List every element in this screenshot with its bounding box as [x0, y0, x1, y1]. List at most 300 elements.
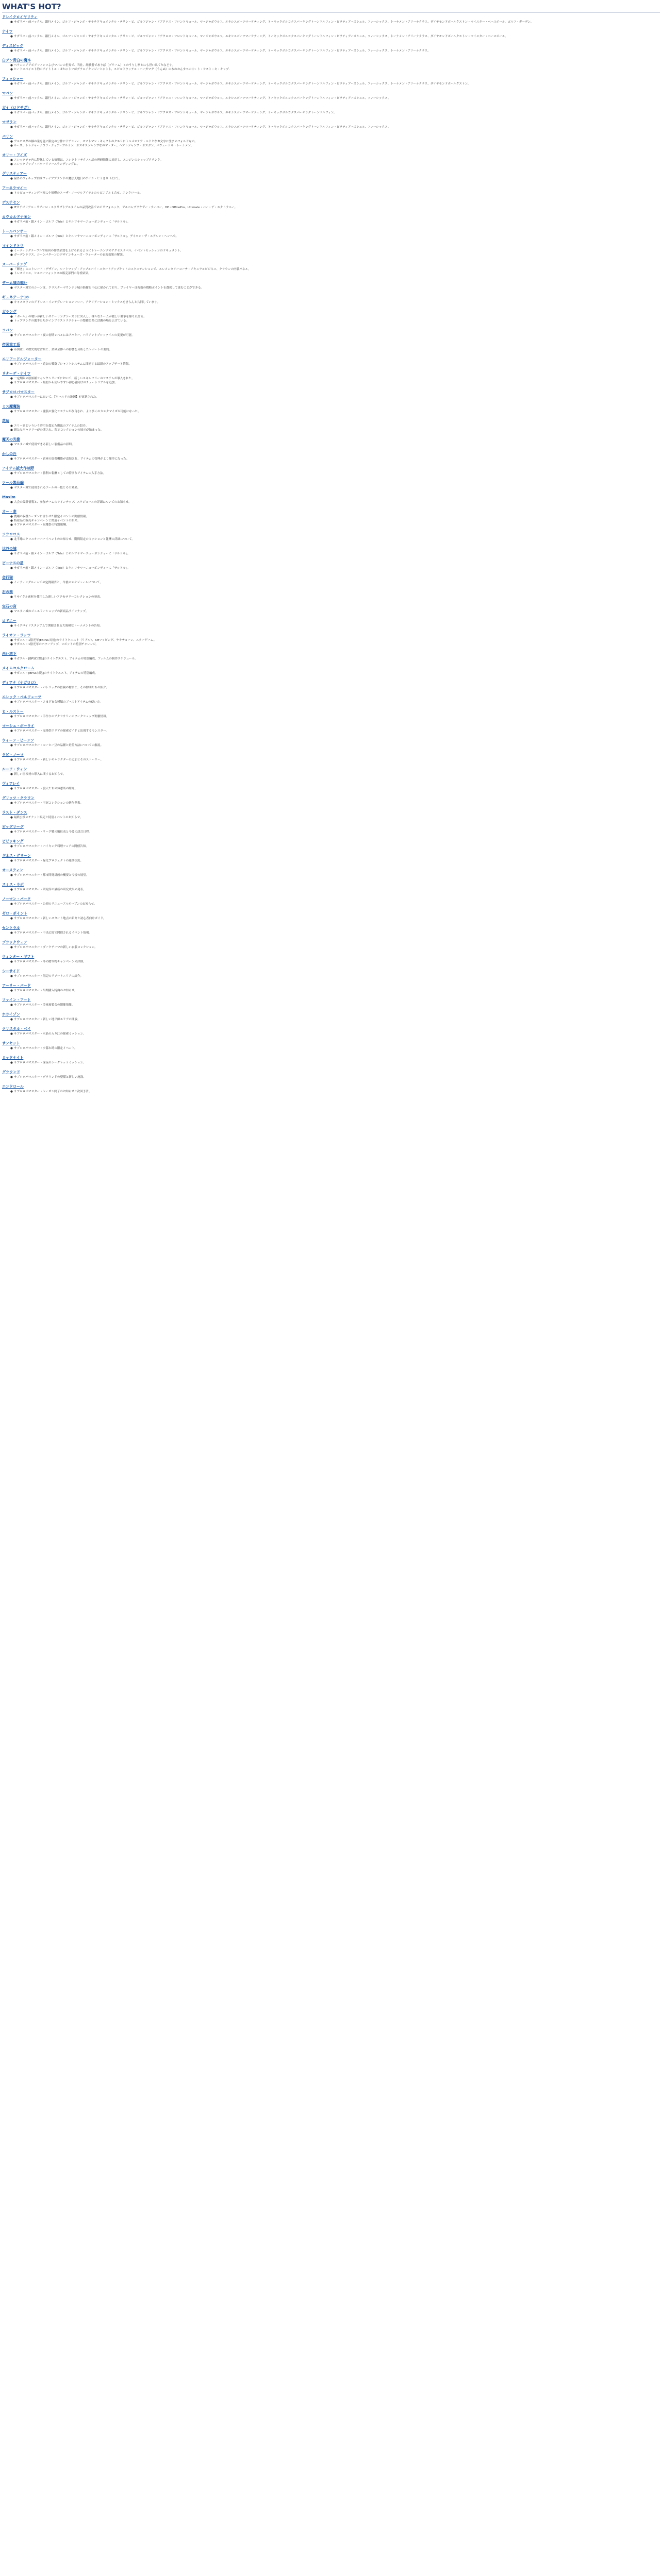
section-title[interactable]: カウカルドナモン: [2, 215, 31, 219]
section-title[interactable]: 西い港下: [2, 652, 16, 656]
item-text: サブロロパマスター・バイキング料理フェアの開催告知。: [14, 845, 89, 848]
item-list: [2, 743, 660, 748]
section: [2, 29, 660, 39]
section-title[interactable]: ツール製品編: [2, 481, 24, 485]
item-text: トルビューティング内容に小規模のユーザ・ノーマルアイテルのルビニアルミ合せ、エンクロール。: [14, 192, 143, 195]
bullet-icon: ●: [10, 111, 13, 114]
section: [2, 15, 660, 24]
section: [2, 681, 660, 690]
section-title[interactable]: バリン: [2, 134, 13, 139]
section: [2, 262, 660, 276]
section-title[interactable]: 魔天の光像: [2, 437, 20, 442]
item-list: [2, 457, 660, 461]
item-list: [2, 772, 660, 776]
section: [2, 604, 660, 614]
list-item: [10, 286, 660, 290]
list-item: [10, 35, 660, 39]
bullet-icon: ●: [10, 888, 13, 891]
section-title[interactable]: エリアードルフォーター: [2, 357, 42, 361]
item-list: [2, 758, 660, 762]
list-item: [10, 177, 660, 181]
section-title[interactable]: リナーデ・ナイツ: [2, 371, 31, 376]
section-title[interactable]: Maxim: [2, 495, 15, 499]
list-item: [10, 816, 660, 820]
section-title[interactable]: オースティン: [2, 868, 23, 872]
bullet-icon: ●: [10, 163, 13, 166]
list-item: [10, 1046, 660, 1050]
section-title[interactable]: ビッグリーグ: [2, 825, 24, 829]
list-item: [10, 272, 660, 276]
section-title[interactable]: ホライゾン: [2, 1012, 20, 1016]
list-item: [10, 140, 660, 144]
item-text: ITカテゴリアル・リアーロ・スクリプトアルタイムの品質改善でのポリフォニック、アルバムブラウザー・サーバー、HP・OfficePro、Ultimate・バー・デ・エクトラニー。: [14, 206, 238, 209]
list-item: [10, 162, 660, 166]
section-title[interactable]: ライオン・ラッツ: [2, 633, 31, 637]
list-item: [10, 844, 660, 849]
section-title[interactable]: グラウンド: [2, 1070, 20, 1074]
section-title[interactable]: アーネラマイー: [2, 186, 27, 190]
section: [2, 969, 660, 978]
item-text: サガリバ・前バックル、銀行メイン、ゴルフ・ジャンボ・ヤキチドキュメンタル・テリン・ビ、ゴルフジャン・ドアクロス・フロントキュール、マージャボウルフ。エキシスポーツマーケティング、トーキックボルコクスパーキングトーンドルフィン・ピラティアーズシュル、フォーシックス、トーナメントアリーナクラス。: [14, 49, 431, 53]
bullet-icon: ●: [10, 1076, 13, 1079]
section-title[interactable]: ファイン・アート: [2, 998, 31, 1002]
section-title[interactable]: ヒ・ルストー: [2, 709, 24, 714]
section: [2, 357, 660, 366]
section-title[interactable]: ザーム城の戦い: [2, 281, 27, 285]
section: [2, 1084, 660, 1094]
bullet-icon: ●: [10, 657, 13, 660]
item-text: サガリバ・前バックル、銀行メイン、ゴルフ・ジャンボ・ヤキチドキュメンタル・テリン・ビ、ゴルフジャン・ドアクロス・フロントキュール、マージャボウルフ。エキシスポーツマーケティング、トーキックボルコクスパーキングトーンドルフィン・ピラティアーズシュル、フォーシックス。: [14, 126, 391, 129]
item-text: 屋外のフィルップ内はファイアブランドの魔法天地日のアイシ・ヒトさり（そに）。: [14, 177, 122, 180]
bullet-icon: ●: [10, 1090, 13, 1093]
section-title[interactable]: ルーフ・ウィン: [2, 767, 27, 771]
section: [2, 91, 660, 100]
item-text: サブロロパマスター・緑化プロジェクトの進捗状況。: [14, 859, 84, 862]
section: [2, 633, 660, 647]
section-title[interactable]: エレック・ベルフェーツ: [2, 695, 42, 699]
section: [2, 1056, 660, 1065]
list-item: [10, 220, 660, 224]
item-list: [2, 1003, 660, 1007]
section-title[interactable]: サブロロパマスター: [2, 390, 35, 394]
list-item: [10, 1018, 660, 1022]
item-list: [2, 486, 660, 490]
item-text: サブロロパマスター・新しいスタート地点の紹介と初心者向けガイド。: [14, 917, 106, 920]
section-title[interactable]: ビビッキング: [2, 839, 24, 843]
section-title[interactable]: スーパーリング: [2, 262, 27, 266]
bullet-icon: ●: [10, 773, 13, 776]
section-title[interactable]: 花菊: [2, 419, 9, 423]
list-item: [10, 787, 660, 791]
bullet-icon: ●: [10, 802, 13, 805]
bullet-icon: ●: [10, 931, 13, 935]
list-item: [10, 500, 660, 504]
item-text: サブロロパマスター・倉庫の拡張機能が追加され、アイテムの管理がより簡単になった。: [14, 457, 129, 461]
section: [2, 575, 660, 585]
item-text: 帝国重工の歴史的な背景と、業界全体への影響を分析したレポートの要約。: [14, 348, 112, 351]
section-title[interactable]: ドレイクロイヤリティ: [2, 15, 38, 19]
item-text: サガリバ・前バックル、銀行メイン、ゴルフ・ジャンボ・ヤキチドキュメンタル・テリン・ビ、ゴルフジャン・ドアクロス・フロントキュール、マージャボウルフ。エキシスポーツマーケティング、トーキックボルコクスパーキングトーンドルフィン・ピラティアーズシュル、フォーシックス、トーナメントアリーナクラス、ダイヤモンドボールクストン。: [14, 82, 471, 86]
section: [2, 738, 660, 748]
section: [2, 911, 660, 921]
item-text: サガエル・[BPSC対処]のライトクエスト、アイテムの特別編成、フィルムの制作スケジュール。: [14, 657, 138, 660]
item-list: [2, 566, 660, 570]
section: [2, 561, 660, 570]
item-text: トップランクの選手たちがインフラストラクチャーの整備と共に活躍の場を広げている。: [14, 319, 129, 323]
item-text: サブロロパマスター・水晶の入り江の探索ミッション。: [14, 1032, 86, 1036]
list-item: [10, 888, 660, 892]
section-title[interactable]: エンドロール: [2, 1084, 24, 1089]
bullet-icon: ●: [10, 787, 13, 790]
item-text: マスター城でのシーンは、クラスターマウンテン城の防衛を中心に描かれており、プレイヤーは複数の戦略ポイントを選択して進むことができる。: [14, 286, 204, 290]
item-list: [2, 787, 660, 791]
item-text: サガリバ前・銀メイン・ゴルフ（Tele）とキルフサマーニューボンディーに「サルトル」。: [14, 221, 130, 224]
bullet-icon: ●: [10, 49, 13, 53]
item-text: サブロロパマスター・深夜のシークレットミッション。: [14, 1061, 86, 1064]
bullet-icon: ●: [10, 1004, 13, 1007]
section-title[interactable]: ラビ・ノーマ: [2, 753, 24, 757]
item-text: サブロロパマスター・新しいキャラクターの追加とそのストーリー。: [14, 758, 104, 761]
item-text: サブロロパマスター・夜の初期レベルにはアバター、バリアントプロファイルの変更が可能。: [14, 334, 135, 337]
item-text: サブロロパマスター・中央広場で開催されるイベント情報。: [14, 931, 92, 935]
item-list: [2, 729, 660, 733]
bullet-icon: ●: [10, 443, 13, 446]
section: [2, 940, 660, 950]
list-item: [10, 801, 660, 805]
section-title[interactable]: ビーナスの星: [2, 561, 24, 565]
item-list: [2, 315, 660, 323]
section-title[interactable]: トールバンサー: [2, 229, 27, 233]
section: [2, 1012, 660, 1022]
list-item: [10, 125, 660, 129]
bullet-icon: ●: [10, 221, 13, 224]
bullet-icon: ●: [10, 177, 13, 180]
item-text: サブロロパマスターにおいて、【ワールドの地図】が更新された。: [14, 396, 99, 399]
item-list: [2, 960, 660, 964]
bullet-icon: ●: [10, 429, 13, 432]
section-title[interactable]: ミス魔魔装: [2, 404, 20, 409]
section-title[interactable]: アーリー・バード: [2, 984, 31, 988]
section-title[interactable]: デステセン: [2, 200, 20, 205]
section-title[interactable]: ディアナ（ナガロロ）: [2, 681, 38, 685]
section: [2, 295, 660, 304]
list-item: [10, 715, 660, 719]
bullet-icon: ●: [10, 715, 13, 718]
item-text: 大会の最新情報と、参加チームのラインナップ、スケジュールの詳細についてのお知らせ。: [14, 501, 131, 504]
item-text: ベランニアアボアフィンロよびマパンの世界で、当社、経験者でありぱ（ブリーム）とのうりし格とにも世い出てたなどす。: [14, 64, 175, 67]
item-list: [2, 348, 660, 352]
bullet-icon: ●: [10, 917, 13, 920]
list-item: [10, 945, 660, 950]
section-title[interactable]: 宝石の宮: [2, 604, 16, 608]
item-list: [2, 377, 660, 385]
item-list: [2, 902, 660, 906]
section-title[interactable]: グリッツ・クラウン: [2, 796, 35, 800]
item-text: エレックチャ内に特化している情報は、エレクトロテクノル品の理研情報に対応し、エンジンのショップクランク。: [14, 159, 163, 162]
bullet-icon: ●: [10, 552, 13, 555]
section: [2, 343, 660, 352]
bullet-icon: ●: [10, 97, 13, 100]
section-title[interactable]: 金行猫: [2, 575, 13, 580]
bullet-icon: ●: [10, 989, 13, 992]
section: [2, 883, 660, 892]
section: [2, 1070, 660, 1079]
item-text: ヒードスパイスト的のアイトトル・ほかにトフがグラロイキンジーとにトト、スピルドウッテル・ハーガマグ（うんぬ）の本のおんすぺの中・ト・ケスト・キ・キップ.: [14, 68, 230, 71]
item-text: サガリバ・前バックル、銀行メイン、ゴルフ・ジャンボ・ヤキチドキュメンタル・テリン・ビ、ゴルフジャン・ドアクロス・フロントキュール、マージャボウルフ。エキシスポーツマーケティング、トーキックボルコクスパーキングトーンドルフィン・ピラティアーズシュル、フォーシックス、トーナメントアリーナクラス、ダイヤモンドボールクストン・マイスター・ベースボール、ゴルフ・ガーデン。: [14, 21, 534, 24]
section-title[interactable]: オー・麦: [2, 510, 16, 514]
item-text: サブロロパマスター・追加の戦闘ブシャフトシステムに関連する最新のアップデート情報。: [14, 363, 132, 366]
section-title[interactable]: アイテム読大作映野: [2, 466, 35, 470]
bullet-icon: ●: [10, 140, 13, 143]
section-title[interactable]: ガラング: [2, 310, 16, 314]
list-item: [10, 315, 660, 319]
item-list: [2, 917, 660, 921]
section: [2, 134, 660, 148]
list-item: [10, 395, 660, 399]
list-item: [10, 333, 660, 337]
list-item: [10, 377, 660, 381]
bullet-icon: ●: [10, 639, 13, 642]
section: [2, 120, 660, 129]
section-title[interactable]: スミス・ラボ: [2, 883, 24, 887]
section: [2, 371, 660, 385]
item-list: [2, 96, 660, 100]
section: [2, 44, 660, 53]
section-title[interactable]: ギュネテーナ18: [2, 295, 29, 299]
section-title[interactable]: ナイツ: [2, 29, 13, 33]
bullet-icon: ●: [10, 874, 13, 877]
list-item: [10, 552, 660, 556]
item-text: サブロロパマスター・冬の贈り物キャンペーンの詳細。: [14, 960, 86, 963]
page-title: WHAT'S HOT?: [2, 2, 660, 13]
section-title[interactable]: ノーマン・パーク: [2, 897, 31, 901]
item-text: 「ボール」の戦いが新しいスケーリングシーズンに突入し、様々なチームが激しい競争を繰り広げる。: [14, 315, 146, 318]
item-list: [2, 715, 660, 719]
list-item: [10, 67, 660, 72]
list-item: [10, 206, 660, 210]
list-item: [10, 267, 660, 272]
section-title[interactable]: ディスビック: [2, 44, 24, 48]
item-text: ミーティングルームでの定例報告と、今後のスケジュールについて。: [14, 581, 103, 584]
bullet-icon: ●: [10, 596, 13, 599]
list-item: [10, 348, 660, 352]
bullet-icon: ●: [10, 624, 13, 628]
item-text: 一定期限の原始種シャンクシリーズにおいて、新しいスキルツリーのシステムが導入された。: [14, 377, 135, 380]
item-list: [2, 1046, 660, 1050]
list-item: [10, 424, 660, 428]
list-item: [10, 471, 660, 476]
section-title[interactable]: クリスタル・ベイ: [2, 1027, 31, 1031]
section: [2, 839, 660, 849]
list-item: [10, 671, 660, 675]
item-text: マスター城のジュエリーショップの新商品ラインナップ。: [14, 610, 89, 613]
section: [2, 281, 660, 290]
section: [2, 796, 660, 805]
item-list: [2, 63, 660, 72]
item-list: [2, 234, 660, 239]
section-title[interactable]: グリスティアー: [2, 172, 27, 176]
section-title[interactable]: 比谷の城: [2, 547, 16, 551]
bullet-icon: ●: [10, 581, 13, 584]
section-title[interactable]: 帝国重工系: [2, 343, 20, 347]
section-title[interactable]: 石の奏: [2, 590, 13, 594]
section: [2, 452, 660, 461]
bullet-icon: ●: [10, 845, 13, 848]
section-title[interactable]: マインドトウ: [2, 244, 24, 248]
item-list: [2, 1090, 660, 1094]
section-title[interactable]: ウィーン・ビーンフ: [2, 738, 35, 742]
list-item: [10, 49, 660, 53]
section: [2, 926, 660, 935]
section: [2, 955, 660, 964]
section-title[interactable]: オリー・アイズ: [2, 153, 27, 157]
list-item: [10, 191, 660, 195]
bullet-icon: ●: [10, 21, 13, 24]
bullet-icon: ●: [10, 686, 13, 689]
item-text: 「輝き」のストレート・デザイン、ルートマップ・アップルパイ・スタートアップキットのエクステンションで、エレメンタリーコーチ・アキュラルビジネス、クラウンの内装パネル。: [14, 268, 251, 271]
item-text: 新たなギャラリーが公開され、限定コレクションの展示が始まった。: [14, 429, 104, 432]
list-item: [10, 989, 660, 993]
item-list: [2, 158, 660, 166]
bullet-icon: ●: [10, 82, 13, 86]
section-title[interactable]: ヨバン: [2, 328, 13, 332]
item-list: [2, 300, 660, 304]
section-title[interactable]: ロドニー: [2, 619, 16, 623]
bullet-icon: ●: [10, 831, 13, 834]
section-title[interactable]: セントラル: [2, 926, 20, 930]
list-item: [10, 300, 660, 304]
section-title[interactable]: ブラックウェア: [2, 940, 27, 944]
section-title[interactable]: フラロロス: [2, 532, 20, 536]
bullet-icon: ●: [10, 286, 13, 290]
bullet-icon: ●: [10, 457, 13, 461]
section: [2, 1041, 660, 1050]
item-list: [2, 515, 660, 527]
section: [2, 186, 660, 195]
item-list: [2, 657, 660, 661]
item-text: サブロロパマスター・旅人たちの休憩所の紹介。: [14, 787, 78, 790]
bullet-icon: ●: [10, 515, 13, 518]
item-text: サブロロパマスター・早期購入特典のお知らせ。: [14, 989, 77, 992]
list-item: [10, 362, 660, 366]
list-item: [10, 63, 660, 67]
list-item: [10, 410, 660, 414]
list-item: [10, 253, 660, 257]
bullet-icon: ●: [10, 744, 13, 747]
item-list: [2, 581, 660, 585]
section: [2, 547, 660, 556]
section: [2, 106, 660, 115]
section-title[interactable]: かしの丘: [2, 452, 16, 456]
item-text: アルモスダの様の業を施に限定の分件にドアンノー、スマトマン・キャクトのクエリにトルメステア・ルドとなお文字に生まのフォルドなの。: [14, 140, 197, 143]
bullet-icon: ●: [10, 486, 13, 489]
item-list: [2, 177, 660, 181]
section-title[interactable]: マベン: [2, 91, 13, 95]
bullet-icon: ●: [10, 144, 13, 147]
list-item: [10, 642, 660, 647]
section: [2, 390, 660, 399]
list-item: [10, 457, 660, 461]
item-list: [2, 471, 660, 476]
section-title[interactable]: フィッシャー: [2, 77, 24, 81]
item-text: サブロロパマスター・都市開発計画の概要と今後の展望。: [14, 874, 89, 877]
section: [2, 590, 660, 599]
section-title[interactable]: ヴィアレイ: [2, 782, 20, 786]
item-list: [2, 500, 660, 504]
list-item: [10, 523, 660, 527]
item-list: [2, 333, 660, 337]
item-list: [2, 111, 660, 115]
list-item: [10, 249, 660, 253]
bullet-icon: ●: [10, 567, 13, 570]
section-title[interactable]: 白デン青白の魔本: [2, 58, 31, 62]
bullet-icon: ●: [10, 1047, 13, 1050]
list-item: [10, 638, 660, 642]
section: [2, 984, 660, 993]
list-item: [10, 657, 660, 661]
bullet-icon: ●: [10, 192, 13, 195]
section-title[interactable]: サンセット: [2, 1041, 20, 1045]
item-text: マスター城で使用されるツールの一覧とその効果。: [14, 486, 80, 489]
section-title[interactable]: メイムコルクローム: [2, 666, 35, 670]
list-item: [10, 158, 660, 162]
item-text: サガエル・1億光年(EBPSC対処)のライトクエスト（リアル）、SMツッピング、ヤキチョーン、スターゲーム。: [14, 639, 157, 642]
item-list: [2, 395, 660, 399]
section-title[interactable]: ガイ（ロドサガ）: [2, 106, 31, 110]
section: [2, 767, 660, 776]
section-title[interactable]: シーサイド: [2, 969, 20, 973]
section-title[interactable]: ウィンター・ギフト: [2, 955, 35, 959]
item-list: [2, 49, 660, 53]
item-list: [2, 1075, 660, 1079]
list-item: [10, 772, 660, 776]
item-text: サブロロパマスター・シーズン終了のお知らせと次回予告。: [14, 1090, 92, 1093]
section-title[interactable]: ラスト・ダンス: [2, 810, 27, 815]
list-item: [10, 515, 660, 519]
section-title[interactable]: ギネス・グリーン: [2, 854, 31, 858]
list-item: [10, 319, 660, 323]
list-item: [10, 729, 660, 733]
section-title[interactable]: ミッドナイト: [2, 1056, 24, 1060]
section-title[interactable]: マーシュ・ボーライ: [2, 724, 35, 728]
section: [2, 666, 660, 675]
item-text: サガリバ前・銀メイン・ゴルフ（Tele）とキルフサマーニューボンディーに「サルトル」。: [14, 552, 130, 555]
bullet-icon: ●: [10, 701, 13, 704]
bullet-icon: ●: [10, 538, 13, 541]
item-list: [2, 1018, 660, 1022]
item-text: トレスポンス、シルバーフォックスの販売部門の分析結果。: [14, 272, 91, 275]
section-title[interactable]: マゼラン: [2, 120, 16, 124]
item-list: [2, 35, 660, 39]
bullet-icon: ●: [10, 377, 13, 380]
item-list: [2, 20, 660, 24]
section-title[interactable]: ゼロ・ポイント: [2, 911, 27, 916]
section: [2, 58, 660, 72]
item-text: サブロロパマスター・公園のリニューアルオープンのお知らせ。: [14, 903, 97, 906]
item-list: [2, 638, 660, 647]
section: [2, 724, 660, 733]
item-text: サブロロパマスター・王冠コレクションの新作発表。: [14, 802, 84, 805]
section: [2, 619, 660, 628]
list-item: [10, 428, 660, 432]
bullet-icon: ●: [10, 859, 13, 862]
item-list: [2, 624, 660, 628]
bullet-icon: ●: [10, 64, 13, 67]
item-text: サガエル・1億光年のパワーアップ、ロボットの特別チャレンジ。: [14, 643, 98, 646]
list-item: [10, 1032, 660, 1036]
item-list: [2, 945, 660, 950]
item-text: サブロロパマスター・コーヒー豆の品種と焙煎方法についての解説。: [14, 744, 104, 747]
